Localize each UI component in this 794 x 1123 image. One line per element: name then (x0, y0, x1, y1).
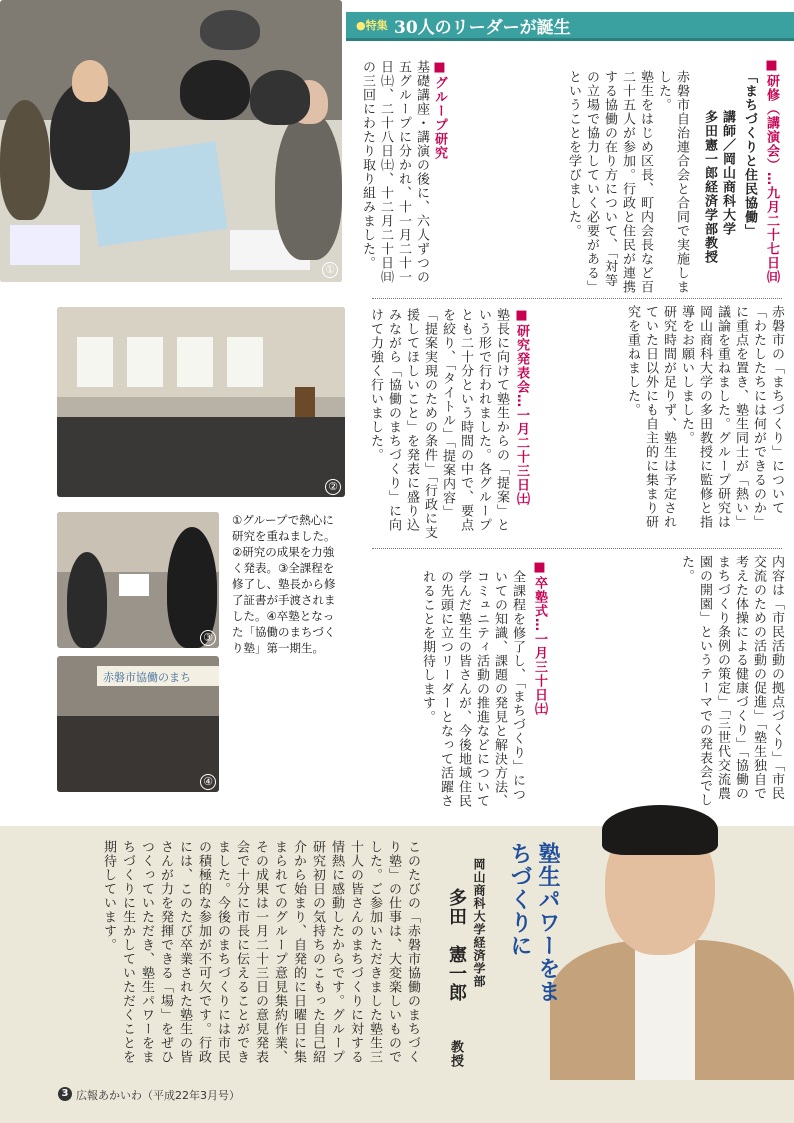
page-number: 3 (58, 1087, 72, 1101)
audience (57, 417, 345, 497)
person (180, 60, 250, 120)
section-divider (372, 548, 782, 549)
presentation-body (350, 308, 510, 540)
shirt (635, 940, 695, 1080)
photo-captions: ①グループで熱心に研究を重ねました。②研究の成果を力強く発表。③全課程を修了し、塾長から修了証書が手渡されました。④卒塾となった「協働のまちづくり塾」第一期生。 (232, 513, 336, 655)
photo-number: ① (322, 262, 338, 278)
presentation-paragraph: 内容は「市民活動の拠点づくり」「市民交流のための活動の促進」「塾生独自で考えた体操による健康づくり」「協働のまちづくり条例の策定」「三世代交流農園の開園」というテーマでの発表会でした。 (679, 555, 784, 807)
lecture-lecturer: 講師／岡山商科大学 (720, 110, 735, 236)
graduation-paragraph: 全課程を修了し、「まちづくり」についての知識、課題の発見と解決方法、コミュニティ活動の推進などについて学んだ塾生の皆さんが、今後地域住民の先頭に立つリーダーとなって活躍されることを期待します。 (420, 570, 525, 808)
publication-name: 広報あかいわ（平成22年3月号） (76, 1089, 240, 1102)
group-paragraph: 基礎講座・講演の後に、六人ずつの五グループに分かれ、十一月二十一日㈯、二十八日㈯、十二月二十日㈰の三回にわたり取り組みました。 (360, 60, 429, 284)
paper-sheet (10, 225, 80, 265)
audience (57, 716, 219, 792)
lecture-paragraph: 塾生をはじめ区長、町内会長など百二十五人が参加。行政と住民が連携する協働の在り方について、「対等の立場で協力していく必要がある」ということを学びました。 (566, 70, 653, 294)
presentation-body-cont (560, 555, 785, 810)
header-bar-accent (346, 38, 794, 41)
group-paragraph: 赤磐市の「まちづくり」について「わたしたちには何ができるのか」に重点を置き、塾生同士が「熱い」議論を重ねました。グループ研究は岡山商科大学の多田教授に監修と指導をお願いしました。 (679, 305, 784, 529)
photo-group-discussion (0, 0, 342, 282)
person (275, 110, 342, 260)
group-body-cont (540, 305, 785, 540)
graduation-heading: ■卒塾式…一月三十日㈯ (532, 560, 547, 716)
person (67, 552, 107, 648)
certificate (119, 574, 149, 596)
footer-role: 教授 (448, 1040, 463, 1068)
group-body (350, 60, 430, 290)
footer-name: 多田 憲一郎 (446, 888, 467, 1002)
photo-number: ② (325, 479, 341, 495)
group-heading: ■グループ研究 (432, 60, 447, 160)
lecture-heading: ■研修（講演会）…九月二十七日㈰ (764, 58, 779, 284)
header-title: 30人のリーダーが誕生 (394, 18, 571, 38)
photo-presentation-hall (57, 307, 345, 497)
hair (602, 805, 718, 855)
photo-number: ③ (200, 630, 216, 646)
photo-graduates (57, 656, 219, 792)
person (200, 10, 260, 50)
footer-affiliation: 岡山商科大学経済学部 (472, 858, 486, 988)
poster (177, 337, 213, 387)
lecture-subtitle: 「まちづくりと住民協働」 (742, 70, 757, 238)
poster (227, 337, 263, 387)
photo-certificate-ceremony (57, 512, 219, 648)
person (250, 70, 310, 125)
presentation-heading: ■研究発表会…一月二十三日㈯ (514, 308, 529, 506)
banner-text: 赤磐市協働のまち (103, 671, 191, 684)
lecture-lecturer-name: 多田憲一郎経済学部教授 (702, 110, 717, 264)
section-divider (372, 298, 782, 299)
person (0, 100, 50, 220)
presentation-paragraph: 塾長に向けて塾生からの「提案」という形で行われました。各グループとも二十分という時間の中で、要点を絞り、「タイトル」「提案内容」「提案実現のための条件」「行政に支援してほしいこと」を発表に盛り込みながら「協働のまちづくり」に向けて力強く行いました。 (368, 308, 509, 540)
poster (77, 337, 113, 387)
professor-portrait (540, 790, 794, 1080)
group-paragraph: 研究時間が足りず、塾生は予定されていた日以外にも自主的に集まり研究を重ねました。 (625, 305, 676, 529)
graduation-body (396, 570, 526, 810)
header-tag: ●特集 (356, 19, 388, 32)
photo-number: ④ (200, 774, 216, 790)
lecture-paragraph: 赤磐市自治連合会と合同で実施しました。 (656, 70, 689, 294)
poster (127, 337, 163, 387)
footer-body: このたびの「赤磐市協働のまちづくり塾」の仕事は、大変楽しいものでした。ご参加いただきました塾生三十人の皆さんのまちづくりに対する情熱に感動したからです。グループ研究初日の気持ちのこもった自己紹介から始まり、自発的に日曜日に集まられてのグループ意見集約作業、その成果は一月二十三日の意見発表会で十分に市長に伝えることができました。今後のまちづくりには市民の積極的な参加が不可欠です。行政には、このたび卒業された塾生の皆さんが力を発揮できる「場」をぜひつくっていただき、塾生パワーをまちづくりに生かしていただくことを期待しています。 (101, 840, 420, 1064)
footer-headline: 塾生パワーをまちづくりに (507, 842, 560, 1003)
person-head (72, 60, 108, 102)
